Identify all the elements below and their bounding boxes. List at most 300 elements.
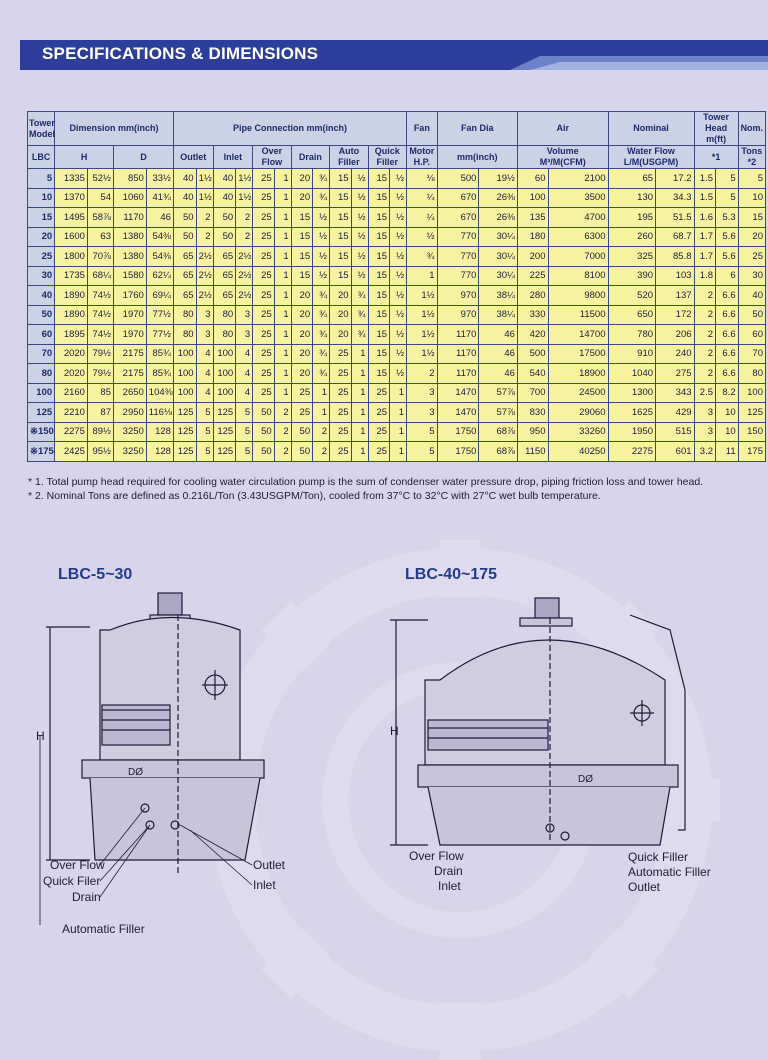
data-cell: 1600: [55, 227, 88, 247]
data-cell: 128: [146, 442, 173, 462]
data-cell: 5: [716, 188, 739, 208]
data-cell: 85: [87, 383, 113, 403]
data-cell: 2650: [113, 383, 146, 403]
header-d: D: [113, 146, 173, 169]
data-cell: 68⅞: [479, 422, 517, 442]
table-row: [28, 208, 766, 228]
data-cell: 3: [407, 383, 438, 403]
data-cell: 74½: [87, 305, 113, 325]
table-row: [28, 403, 766, 423]
data-cell: 4: [236, 344, 253, 364]
data-cell: 125: [173, 422, 196, 442]
data-cell: 1: [274, 325, 291, 345]
data-cell: 60: [738, 325, 765, 345]
header-fan-dia: Fan Dia: [437, 112, 517, 146]
data-cell: 3250: [113, 422, 146, 442]
data-cell: 1: [390, 422, 407, 442]
data-cell: 1.5: [694, 169, 716, 189]
data-cell: 2: [694, 325, 716, 345]
data-cell: 5: [196, 403, 213, 423]
data-cell: 25: [330, 344, 352, 364]
data-cell: 15: [368, 266, 390, 286]
data-cell: 40: [213, 169, 236, 189]
data-cell: 62¼: [146, 266, 173, 286]
data-cell: 65: [173, 247, 196, 267]
data-cell: 40: [173, 169, 196, 189]
data-cell: 6: [716, 266, 739, 286]
data-cell: 1150: [517, 442, 548, 462]
data-cell: 3: [694, 422, 716, 442]
data-cell: ¼: [407, 208, 438, 228]
table-row: [28, 227, 766, 247]
data-cell: 40250: [548, 442, 608, 462]
data-cell: 29060: [548, 403, 608, 423]
data-cell: ½: [351, 208, 368, 228]
table-row: [28, 305, 766, 325]
data-cell: 46: [479, 344, 517, 364]
data-cell: 2: [694, 305, 716, 325]
header-auto-filler: Auto Filler: [330, 146, 368, 169]
data-cell: ½: [351, 247, 368, 267]
data-cell: 40: [173, 188, 196, 208]
data-cell: 2½: [196, 247, 213, 267]
header-tons: [738, 146, 765, 169]
header-outlet: Outlet: [173, 146, 213, 169]
large-inlet-label: Inlet: [438, 879, 461, 893]
header-tower: Tower Model: [28, 112, 55, 146]
data-cell: 1.7: [694, 227, 716, 247]
data-cell: 2175: [113, 364, 146, 384]
data-cell: 87: [87, 403, 113, 423]
model-cell: ※150: [28, 422, 55, 442]
data-cell: 2: [274, 422, 291, 442]
data-cell: 6.6: [716, 325, 739, 345]
header-star2: *2: [747, 157, 757, 167]
data-cell: 50: [173, 227, 196, 247]
data-cell: 2: [694, 344, 716, 364]
header-dimension: Dimension mm(inch): [55, 112, 174, 146]
data-cell: ¾: [313, 305, 330, 325]
data-cell: 54⅜: [146, 227, 173, 247]
data-cell: 46: [479, 364, 517, 384]
data-cell: 11500: [548, 305, 608, 325]
small-auto-filler-label: Automatic Filler: [62, 922, 145, 936]
data-cell: 25: [368, 383, 390, 403]
data-cell: ¾: [313, 344, 330, 364]
data-cell: ¾: [313, 169, 330, 189]
header-mm-inch: mm(inch): [437, 146, 517, 169]
data-cell: 1495: [55, 208, 88, 228]
data-cell: 25: [368, 403, 390, 423]
data-cell: 19½: [479, 169, 517, 189]
data-cell: 15: [330, 169, 352, 189]
data-cell: 2: [236, 208, 253, 228]
data-cell: 670: [437, 188, 479, 208]
data-cell: 2½: [236, 286, 253, 306]
data-cell: 68⅞: [479, 442, 517, 462]
data-cell: ½: [351, 227, 368, 247]
data-cell: 1: [274, 266, 291, 286]
data-cell: 2½: [196, 286, 213, 306]
diagram-large-d-label: DØ: [578, 774, 593, 785]
large-overflow-label: Over Flow: [409, 849, 464, 863]
data-cell: 80: [173, 305, 196, 325]
data-cell: 20: [291, 305, 313, 325]
data-cell: ¾: [313, 364, 330, 384]
data-cell: 15: [738, 208, 765, 228]
data-cell: 125: [213, 442, 236, 462]
data-cell: 1.6: [694, 208, 716, 228]
data-cell: ½: [390, 364, 407, 384]
data-cell: 2: [407, 364, 438, 384]
data-cell: 65: [213, 266, 236, 286]
data-cell: 104⅜: [146, 383, 173, 403]
data-cell: 100: [213, 383, 236, 403]
data-cell: 420: [517, 325, 548, 345]
header-m3m: M³/M(CFM): [539, 157, 586, 167]
data-cell: 260: [608, 227, 656, 247]
data-cell: 1: [274, 227, 291, 247]
data-cell: 100: [173, 383, 196, 403]
data-cell: 2020: [55, 364, 88, 384]
data-cell: 68.7: [656, 227, 694, 247]
data-cell: 2210: [55, 403, 88, 423]
data-cell: 10: [716, 422, 739, 442]
diagram-large-h-label: H: [390, 724, 399, 738]
data-cell: 1170: [437, 364, 479, 384]
data-cell: 74½: [87, 286, 113, 306]
data-cell: 200: [517, 247, 548, 267]
data-cell: 2.5: [694, 383, 716, 403]
model-cell: 30: [28, 266, 55, 286]
data-cell: 20: [330, 325, 352, 345]
data-cell: 30¼: [479, 266, 517, 286]
data-cell: 100: [173, 344, 196, 364]
data-cell: 6300: [548, 227, 608, 247]
data-cell: 135: [517, 208, 548, 228]
data-cell: 38¼: [479, 305, 517, 325]
data-cell: 10: [716, 403, 739, 423]
data-cell: 25: [291, 403, 313, 423]
data-cell: 79½: [87, 344, 113, 364]
data-cell: 65: [608, 169, 656, 189]
data-cell: 2100: [548, 169, 608, 189]
data-cell: 128: [146, 422, 173, 442]
data-cell: 85¾: [146, 364, 173, 384]
data-cell: 1470: [437, 383, 479, 403]
model-cell: 20: [28, 227, 55, 247]
data-cell: 15: [368, 325, 390, 345]
data-cell: 25: [253, 208, 275, 228]
data-cell: 50: [291, 422, 313, 442]
data-cell: 601: [656, 442, 694, 462]
data-cell: ⅛: [407, 169, 438, 189]
data-cell: 1: [390, 403, 407, 423]
model-cell: 40: [28, 286, 55, 306]
data-cell: 2: [694, 286, 716, 306]
data-cell: 1: [274, 247, 291, 267]
data-cell: 1750: [437, 442, 479, 462]
data-cell: 89½: [87, 422, 113, 442]
data-cell: 15: [330, 266, 352, 286]
data-cell: 2175: [113, 344, 146, 364]
header-lbc: LBC: [28, 146, 55, 169]
data-cell: 3: [196, 325, 213, 345]
header-tower-head: Tower Head m(ft): [694, 112, 738, 146]
data-cell: 30: [738, 266, 765, 286]
data-cell: ½: [390, 169, 407, 189]
table-row: [28, 364, 766, 384]
footnote-1: * 1. Total pump head required for cooling water circulation pump is the sum of condenser water pressure drop, piping friction loss and tower head.: [28, 476, 704, 488]
data-cell: 3: [236, 325, 253, 345]
header-quick-filler: Quick Filler: [368, 146, 406, 169]
data-cell: 1: [313, 403, 330, 423]
data-cell: 25: [253, 247, 275, 267]
data-cell: 25: [253, 188, 275, 208]
data-cell: 65: [173, 266, 196, 286]
data-cell: 11: [716, 442, 739, 462]
data-cell: 46: [479, 325, 517, 345]
data-cell: 15: [368, 169, 390, 189]
header-star1: *1: [694, 146, 738, 169]
data-cell: 2160: [55, 383, 88, 403]
data-cell: 125: [738, 403, 765, 423]
data-cell: ½: [313, 247, 330, 267]
data-cell: 1: [351, 403, 368, 423]
header-lm: L/M(USGPM): [623, 157, 679, 167]
data-cell: 520: [608, 286, 656, 306]
data-cell: 780: [608, 325, 656, 345]
data-cell: 540: [517, 364, 548, 384]
data-cell: 18900: [548, 364, 608, 384]
header-inlet: Inlet: [213, 146, 253, 169]
data-cell: 51.5: [656, 208, 694, 228]
data-cell: 20: [738, 227, 765, 247]
data-cell: 125: [213, 422, 236, 442]
large-outlet-label: Outlet: [628, 880, 661, 894]
data-cell: 1: [390, 442, 407, 462]
data-cell: 38¼: [479, 286, 517, 306]
data-cell: 4: [236, 383, 253, 403]
small-outlet-label: Outlet: [253, 858, 286, 872]
data-cell: 3: [694, 403, 716, 423]
data-cell: 25: [253, 169, 275, 189]
table-row: [28, 169, 766, 189]
data-cell: ½: [390, 305, 407, 325]
data-cell: 25: [330, 422, 352, 442]
data-cell: 1040: [608, 364, 656, 384]
data-cell: ½: [390, 266, 407, 286]
data-cell: 1800: [55, 247, 88, 267]
model-cell: 80: [28, 364, 55, 384]
data-cell: 1: [274, 208, 291, 228]
data-cell: 20: [291, 188, 313, 208]
data-cell: 275: [656, 364, 694, 384]
data-cell: 1890: [55, 286, 88, 306]
data-cell: 2½: [236, 247, 253, 267]
data-cell: 20: [291, 344, 313, 364]
data-cell: 60: [517, 169, 548, 189]
data-cell: 1470: [437, 403, 479, 423]
data-cell: 2: [196, 208, 213, 228]
tower-diagram-large: [380, 590, 710, 850]
data-cell: ½: [313, 208, 330, 228]
data-cell: 57⅞: [479, 403, 517, 423]
table-row: [28, 247, 766, 267]
data-cell: 50: [291, 442, 313, 462]
data-cell: 1170: [437, 344, 479, 364]
data-cell: ¾: [351, 305, 368, 325]
data-cell: 15: [368, 227, 390, 247]
model-cell: 100: [28, 383, 55, 403]
data-cell: 25: [330, 383, 352, 403]
data-cell: 52½: [87, 169, 113, 189]
data-cell: 1½: [407, 344, 438, 364]
data-cell: 1: [274, 169, 291, 189]
data-cell: 1½: [196, 188, 213, 208]
diagram-small-d-label: DØ: [128, 767, 143, 778]
data-cell: 1580: [113, 266, 146, 286]
data-cell: 6.6: [716, 364, 739, 384]
data-cell: 20: [291, 364, 313, 384]
data-cell: 4: [196, 383, 213, 403]
data-cell: 5: [236, 422, 253, 442]
data-cell: 1: [351, 442, 368, 462]
data-cell: 65: [213, 247, 236, 267]
data-cell: 2: [313, 422, 330, 442]
data-cell: 80: [213, 305, 236, 325]
data-cell: 4700: [548, 208, 608, 228]
data-cell: 2020: [55, 344, 88, 364]
data-cell: 63: [87, 227, 113, 247]
data-cell: 650: [608, 305, 656, 325]
data-cell: ½: [313, 266, 330, 286]
data-cell: 17500: [548, 344, 608, 364]
page-title: SPECIFICATIONS & DIMENSIONS: [42, 44, 319, 63]
data-cell: 1½: [407, 286, 438, 306]
data-cell: 1750: [437, 422, 479, 442]
data-cell: 15: [330, 247, 352, 267]
data-cell: 20: [291, 286, 313, 306]
data-cell: 970: [437, 305, 479, 325]
data-cell: ½: [390, 227, 407, 247]
data-cell: 330: [517, 305, 548, 325]
model-cell: 15: [28, 208, 55, 228]
data-cell: 770: [437, 266, 479, 286]
data-cell: 25: [253, 305, 275, 325]
data-cell: 15: [368, 305, 390, 325]
data-cell: ¾: [351, 286, 368, 306]
diagram-small-h-label: H: [36, 729, 45, 743]
data-cell: 1380: [113, 247, 146, 267]
data-cell: 1890: [55, 305, 88, 325]
large-auto-filler-label: Automatic Filler: [628, 865, 711, 879]
model-cell: 125: [28, 403, 55, 423]
data-cell: ¾: [407, 247, 438, 267]
data-cell: 25: [253, 364, 275, 384]
data-cell: 2: [274, 403, 291, 423]
data-cell: 2275: [55, 422, 88, 442]
data-cell: 25: [291, 383, 313, 403]
data-cell: 5: [738, 169, 765, 189]
data-cell: 125: [173, 442, 196, 462]
data-cell: ½: [351, 188, 368, 208]
data-cell: 79½: [87, 364, 113, 384]
data-cell: 3500: [548, 188, 608, 208]
data-cell: 4: [196, 364, 213, 384]
header-hp: H.P.: [413, 157, 430, 167]
data-cell: 1170: [437, 325, 479, 345]
data-cell: 80: [213, 325, 236, 345]
header-air: Air: [517, 112, 608, 146]
data-cell: 15: [368, 247, 390, 267]
data-cell: 1970: [113, 305, 146, 325]
data-cell: 50: [213, 227, 236, 247]
data-cell: 80: [738, 364, 765, 384]
data-cell: 74½: [87, 325, 113, 345]
data-cell: 4: [236, 364, 253, 384]
data-cell: 500: [517, 344, 548, 364]
data-cell: 5: [196, 422, 213, 442]
small-quick-filler-label: Quick Filer: [43, 874, 101, 888]
data-cell: 100: [213, 344, 236, 364]
data-cell: 910: [608, 344, 656, 364]
data-cell: 2: [274, 442, 291, 462]
data-cell: 1: [274, 305, 291, 325]
data-cell: 2275: [608, 442, 656, 462]
data-cell: 80: [173, 325, 196, 345]
data-cell: 770: [437, 247, 479, 267]
small-inlet-label: Inlet: [253, 878, 276, 892]
data-cell: 125: [213, 403, 236, 423]
data-cell: 100: [173, 364, 196, 384]
data-cell: ¾: [351, 325, 368, 345]
data-cell: 770: [437, 227, 479, 247]
data-cell: 40: [738, 286, 765, 306]
data-cell: 68¼: [87, 266, 113, 286]
data-cell: 150: [738, 422, 765, 442]
data-cell: 500: [437, 169, 479, 189]
data-cell: 70⅞: [87, 247, 113, 267]
data-cell: 515: [656, 422, 694, 442]
data-cell: ½: [390, 325, 407, 345]
data-cell: 25: [330, 442, 352, 462]
data-cell: 850: [113, 169, 146, 189]
data-cell: 50: [213, 208, 236, 228]
model-cell: 5: [28, 169, 55, 189]
data-cell: 17.2: [656, 169, 694, 189]
data-cell: 1: [407, 266, 438, 286]
data-cell: 280: [517, 286, 548, 306]
data-cell: 15: [330, 208, 352, 228]
header-nom: Nom.: [738, 112, 765, 146]
data-cell: 20: [330, 286, 352, 306]
data-cell: 1: [390, 383, 407, 403]
model-cell: 10: [28, 188, 55, 208]
data-cell: 5: [407, 422, 438, 442]
data-cell: 14700: [548, 325, 608, 345]
data-cell: 15: [368, 188, 390, 208]
data-cell: 3: [236, 305, 253, 325]
data-cell: 54: [87, 188, 113, 208]
table-row: [28, 188, 766, 208]
data-cell: 1: [274, 188, 291, 208]
data-cell: 2½: [236, 266, 253, 286]
data-cell: 700: [517, 383, 548, 403]
data-cell: 6.6: [716, 286, 739, 306]
header-volume-label: Volume: [546, 146, 579, 156]
large-drain-label: Drain: [434, 864, 463, 878]
